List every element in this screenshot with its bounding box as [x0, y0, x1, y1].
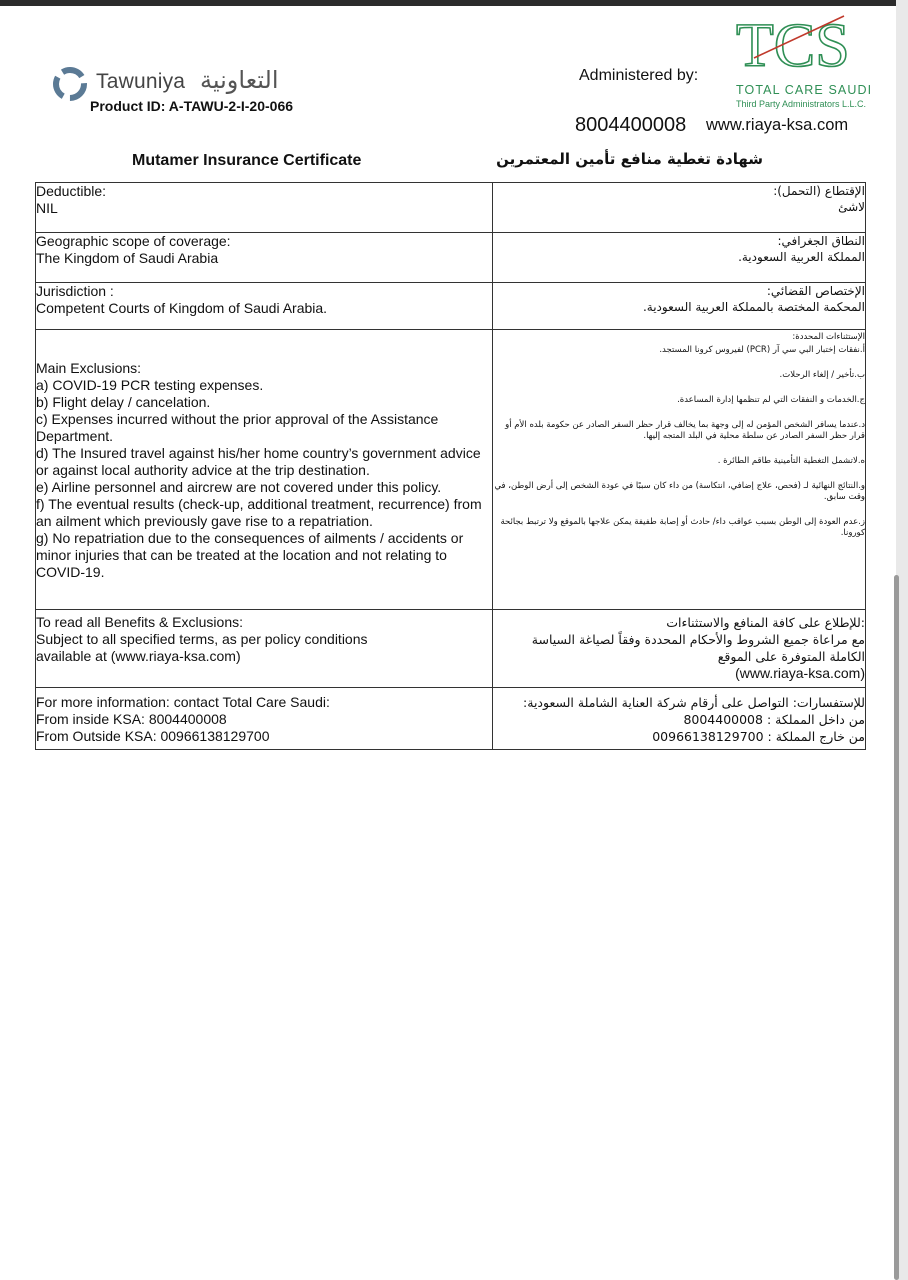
exclusion-item-ar: ز.عدم العودة إلى الوطن بسبب عواقب داء/ حادث أو إصابة طفيفة يمكن علاجها بالموقع ولا ترتبط بجائحة كورونا.: [500, 517, 865, 538]
page-title-en: Mutamer Insurance Certificate: [132, 152, 362, 169]
jurisdiction-row: [36, 283, 866, 330]
deductible-en: [36, 183, 493, 233]
administered-by-label: Administered by:: [579, 67, 699, 84]
certificate-table: [35, 182, 866, 750]
contact-inside-en: From inside KSA: 8004400008: [36, 711, 227, 727]
exclusion-item-en: d) The Insured travel against his/her home country’s government advice or against local authority advice at the trip destination.: [36, 445, 481, 478]
contact-outside-en: From Outside KSA: 00966138129700: [36, 728, 270, 744]
svg-text:TCS: TCS: [736, 12, 850, 72]
benefits-website-ar[interactable]: (www.riaya-ksa.com): [735, 665, 865, 681]
benefits-line1-ar: مع مراعاة جميع الشروط والأحكام المحددة وفقاً لصياغة السياسة الكاملة المتوفرة على الموقع: [531, 632, 865, 664]
scope-row: [36, 233, 866, 283]
product-id: Product ID: A-TAWU-2-I-20-066: [90, 98, 294, 114]
exclusion-item-ar: ب.تأخير / إلغاء الرحلات.: [779, 370, 865, 380]
deductible-label-ar: الإقتطاع (التحمل):: [773, 184, 865, 198]
contact-outside-ar: من خارج المملكة : 00966138129700: [652, 729, 865, 744]
exclusions-heading-en: Main Exclusions:: [36, 360, 142, 376]
jurisdiction-label-ar: الإختصاص القضائي:: [766, 284, 865, 298]
contact-row: [36, 688, 866, 750]
tpa-name: TOTAL CARE SAUDI: [736, 83, 873, 97]
exclusion-item-en: c) Expenses incurred without the prior approval of the Assistance Department.: [36, 411, 439, 444]
deductible-ar: [493, 183, 866, 233]
tawuniya-logo-icon: [52, 66, 88, 102]
deductible-value-en: NIL: [36, 200, 58, 216]
exclusion-item-ar: و.النتائج النهائية لـ (فحص، علاج إضافي، انتكاسة) من داء كان سببًا في عودة الشخص إلى أرض الوطن، في وقت سابق.: [494, 481, 865, 502]
exclusion-item-en: f) The eventual results (check-up, additional treatment, recurrence) from an ailment which previously gave rise to a repatriation.: [36, 496, 482, 529]
scope-value-ar: المملكة العربية السعودية.: [738, 250, 865, 264]
contact-label-en: For more information: contact Total Care Saudi:: [36, 694, 330, 710]
scope-ar: [493, 233, 866, 283]
benefits-label-en: To read all Benefits & Exclusions:: [36, 614, 243, 630]
exclusions-row: [36, 330, 866, 610]
exclusion-item-en: a) COVID-19 PCR testing expenses.: [36, 377, 264, 393]
deductible-row: [36, 183, 866, 233]
benefits-row: [36, 610, 866, 688]
jurisdiction-value-en: Competent Courts of Kingdom of Saudi Arabia.: [36, 300, 328, 316]
exclusions-ar: [493, 330, 866, 610]
tcs-logo-icon: [734, 10, 860, 72]
contact-en: [36, 688, 493, 750]
exclusions-heading-ar: الإستثناءات المحددة:: [792, 332, 865, 342]
benefits-en: [36, 610, 493, 688]
exclusions-en: [36, 330, 493, 610]
scope-label-ar: النطاق الجغرافي:: [777, 234, 865, 248]
scrollbar-thumb[interactable]: [894, 575, 899, 1280]
contact-ar: [493, 688, 866, 750]
exclusion-item-ar: د.عندما يسافر الشخص المؤمن له إلى وجهة بما يخالف قرار حظر السفر الصادر عن حكومة بلده الأم أو قرار حظر السفر الصادر عن سلطة محلية في البلد المتجه إليها.: [505, 420, 865, 441]
scope-label-en: Geographic scope of coverage:: [36, 233, 231, 249]
benefits-line1-en: Subject to all specified terms, as per policy conditions: [36, 631, 368, 647]
jurisdiction-value-ar: المحكمة المختصة بالمملكة العربية السعودية.: [642, 300, 865, 314]
exclusion-item-en: b) Flight delay / cancelation.: [36, 394, 211, 410]
header-website[interactable]: www.riaya-ksa.com: [706, 116, 849, 134]
scope-en: [36, 233, 493, 283]
scope-value-en: The Kingdom of Saudi Arabia: [36, 250, 219, 266]
exclusion-item-ar: ه.لاتشمل التغطية التأمينية طاقم الطائرة .: [717, 456, 865, 466]
benefits-ar: [493, 610, 866, 688]
insurer-name-ar: التعاونية: [200, 66, 279, 94]
jurisdiction-ar: [493, 283, 866, 330]
header-phone: 8004400008: [575, 114, 687, 136]
deductible-label-en: Deductible:: [36, 183, 107, 199]
tpa-subtitle: Third Party Administrators L.L.C.: [736, 99, 867, 109]
jurisdiction-label-en: Jurisdiction :: [36, 283, 114, 299]
benefits-label-ar: :للإطلاع على كافة المنافع والاستثناءات: [666, 615, 865, 630]
exclusion-item-en: g) No repatriation due to the consequences of ailments / accidents or minor injuries that can be treated at the location and not relating to COVID-19.: [36, 530, 464, 580]
insurer-name-en: Tawuniya: [96, 70, 186, 93]
exclusion-item-ar: ج.الخدمات و النفقات التي لم تنظمها إدارة المساعدة.: [677, 395, 865, 405]
benefits-line2-en: available at (www.riaya-ksa.com): [36, 648, 241, 664]
exclusion-item-ar: أ.نفقات إختبار البي سي آر (PCR) لفيروس كرونا المستجد.: [659, 345, 865, 355]
jurisdiction-en: [36, 283, 493, 330]
contact-inside-ar: من داخل المملكة : 8004400008: [683, 712, 865, 727]
page-title-ar: شهادة تغطية منافع تأمين المعتمرين: [496, 150, 763, 168]
contact-label-ar: للإستفسارات: التواصل على أرقام شركة العناية الشاملة السعودية:: [523, 695, 865, 710]
exclusion-item-en: e) Airline personnel and aircrew are not covered under this policy.: [36, 479, 442, 495]
deductible-value-ar: لاشئ: [838, 200, 865, 214]
